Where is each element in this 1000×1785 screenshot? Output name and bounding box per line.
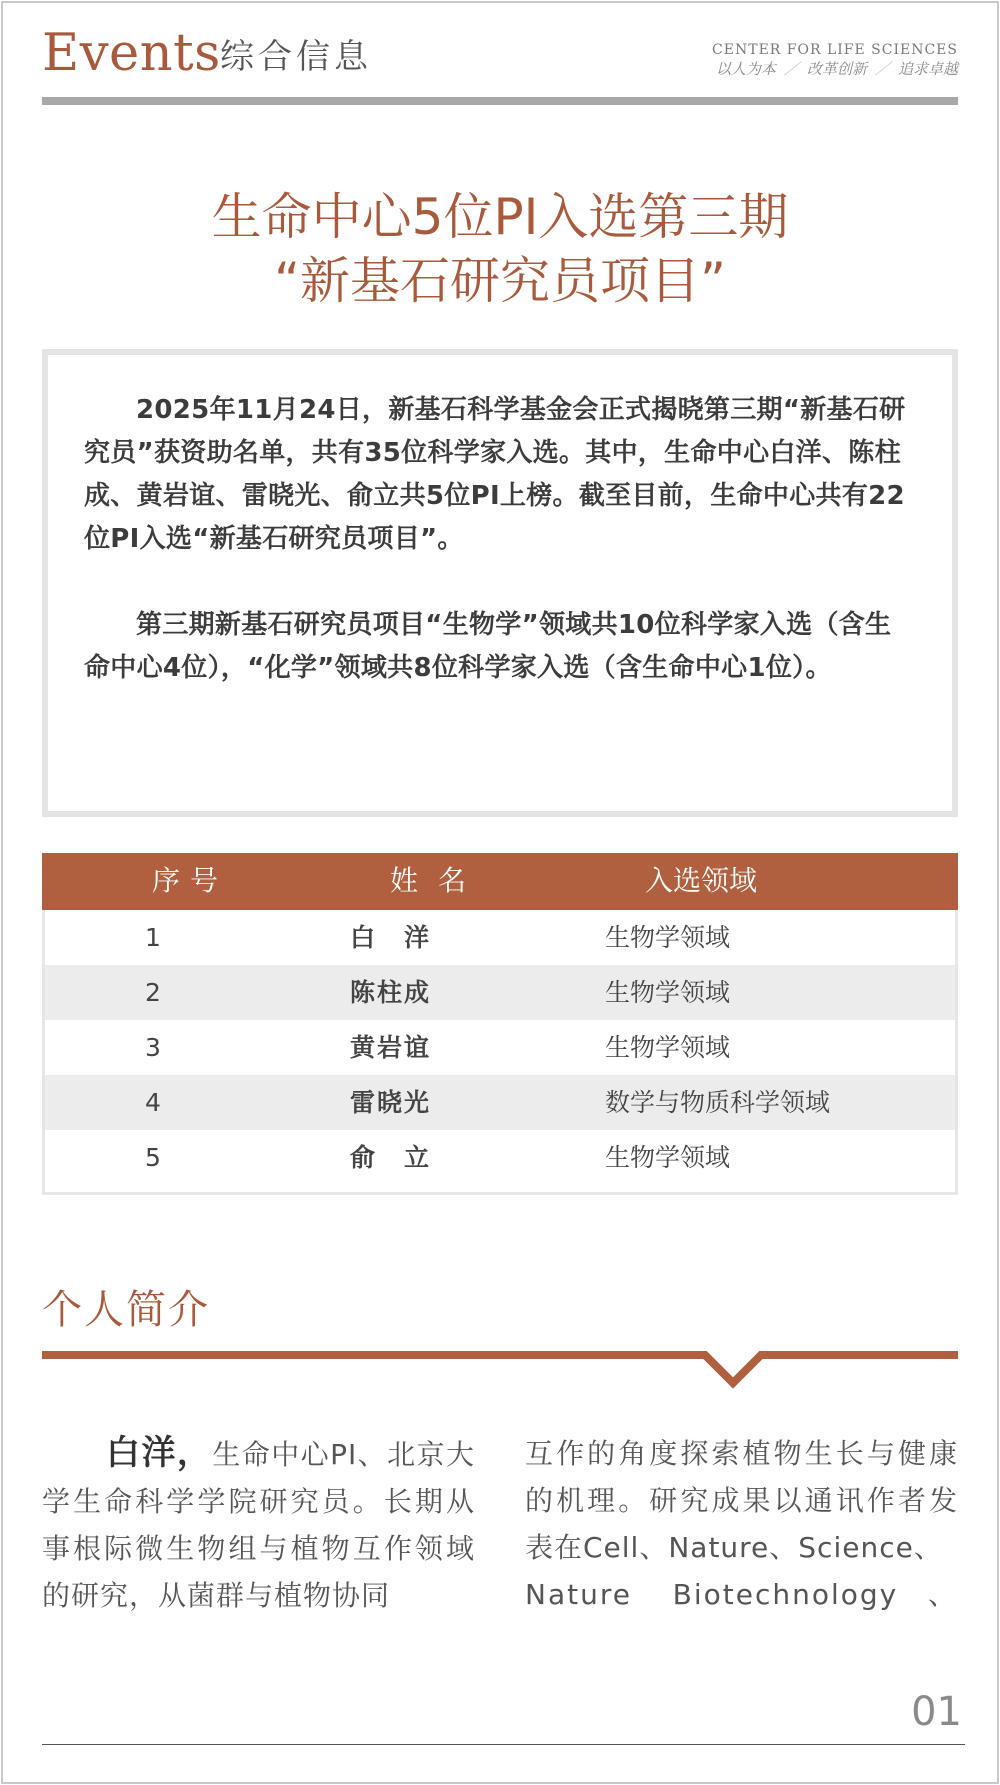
header-name: 姓名 [390, 864, 487, 897]
article-title-line2: “新基石研究员项目” [274, 252, 726, 310]
bio-name: 白洋， [106, 1433, 213, 1473]
row-name: 俞 立 [350, 1143, 432, 1172]
row-number: 5 [145, 1143, 161, 1172]
article-title-line1: 生命中心5位PI入选第三期 [211, 188, 789, 246]
row-number: 2 [145, 978, 161, 1007]
selection-table [42, 853, 958, 1195]
header-section-cn: 综合信息 [220, 37, 372, 77]
bio-right-text: 互作的角度探索植物生长与健康的机理。研究成果以通讯作者发表在Cell、Nature、Science、 [525, 1437, 958, 1564]
center-name: CENTER FOR LIFE SCIENCES [712, 42, 958, 58]
slogan-1: 以人为本 [715, 60, 776, 78]
table-row [45, 1020, 955, 1075]
row-field: 生物学领域 [605, 1143, 731, 1172]
table-row [45, 1075, 955, 1130]
table-header [42, 853, 958, 910]
bio-right-last-line: Nature Biotechnology、 [525, 1578, 958, 1611]
intro-paragraph-2: 第三期新基石研究员项目“生物学”领域共10位科学家入选（含生命中心4位），“化学”领域共8位科学家入选（含生命中心1位）。 [84, 610, 892, 683]
intro-paragraph-1: 2025年11月24日，新基石科学基金会正式揭晓第三期“新基石研究员”获资助名单，共有35位科学家入选。其中，生命中心白洋、陈柱成、黄岩谊、雷晓光、俞立共5位PI上榜。截至目前，生命中心共有22位PI入选“新基石研究员项目”。 [84, 395, 906, 554]
table-row [45, 965, 955, 1020]
header-divider [42, 97, 958, 105]
page-number: 01 [911, 1689, 962, 1735]
bio-left-text: 生命中心PI、北京大学生命科学学院研究员。长期从事根际微生物组与植物互作领域的研究，从菌群与植物协同 [42, 1438, 475, 1612]
row-number: 1 [145, 923, 161, 952]
row-field: 生物学领域 [605, 978, 731, 1007]
row-name: 雷晓光 [350, 1088, 432, 1117]
section-title: 个人简介 [42, 1287, 210, 1333]
slogan-line [716, 62, 958, 77]
intro-content [84, 389, 916, 690]
row-field: 数学与物质科学领域 [605, 1088, 831, 1117]
header-events-label: Events [42, 24, 221, 83]
row-number: 4 [145, 1088, 161, 1117]
slogan-separator: ／ [783, 60, 799, 78]
row-name: 陈柱成 [350, 978, 432, 1007]
bio-left-column [42, 1430, 475, 1620]
slogan-3: 追求卓越 [897, 60, 958, 78]
intro-box [42, 349, 958, 817]
footer-divider [42, 1744, 965, 1745]
bio-right-column [525, 1430, 958, 1620]
row-name: 黄岩谊 [350, 1033, 432, 1062]
section-divider [0, 1350, 1000, 1400]
slogan-2: 改革创新 [806, 60, 867, 78]
slogan-separator: ／ [874, 60, 890, 78]
header-field: 入选领域 [645, 864, 758, 897]
row-field: 生物学领域 [605, 923, 731, 952]
table-row [45, 1130, 955, 1185]
row-name: 白 洋 [350, 923, 432, 952]
table-row [45, 910, 955, 965]
row-field: 生物学领域 [605, 1033, 731, 1062]
header-number: 序号 [152, 864, 229, 897]
row-number: 3 [145, 1033, 161, 1062]
